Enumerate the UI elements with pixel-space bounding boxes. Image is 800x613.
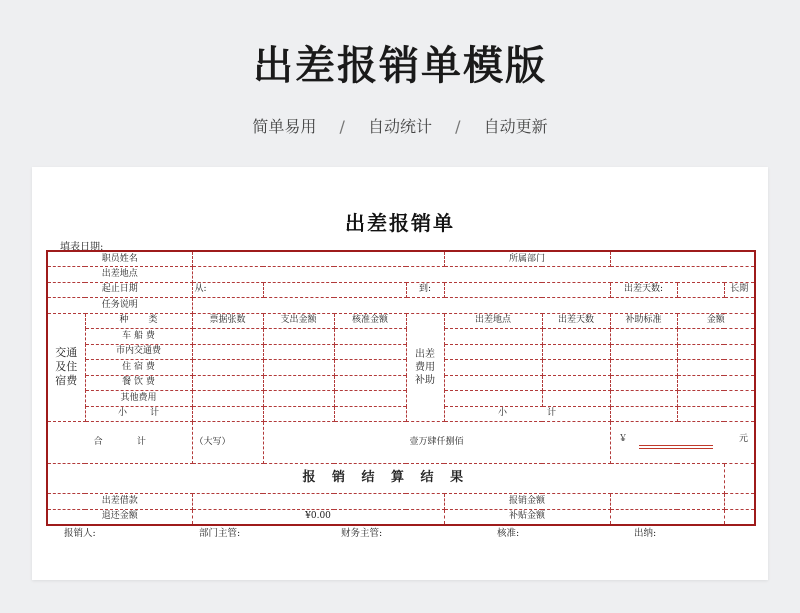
reimburser-label: 报销人: xyxy=(64,528,96,539)
loan-label: 出差借款 xyxy=(47,494,192,510)
employee-name-label: 职员姓名 xyxy=(47,251,192,267)
page-title: 出差报销单模版 xyxy=(253,43,547,89)
from-field[interactable] xyxy=(263,282,406,298)
tag-separator: / xyxy=(455,117,461,136)
form-title: 出差报销单 xyxy=(345,211,455,235)
allowance-subtotal-label: 小 计 xyxy=(444,406,610,422)
allowance-standard-header: 补助标准 xyxy=(610,313,677,329)
row-item xyxy=(47,329,755,345)
dept-manager-label: 部门主管: xyxy=(199,528,241,539)
item-label: 市内交通费 xyxy=(85,344,192,360)
row-item xyxy=(47,360,755,376)
allowance-days-header: 出差天数 xyxy=(542,313,610,329)
row-dates xyxy=(47,282,755,298)
upper-case-value: 壹万肆仟捌佰 xyxy=(263,422,610,464)
row-location xyxy=(47,267,755,283)
tag-auto-stat: 自动统计 xyxy=(367,117,432,136)
refund-label: 退还金额 xyxy=(47,509,192,525)
category-header: 种 类 xyxy=(85,313,192,329)
tag-auto-update: 自动更新 xyxy=(483,117,548,136)
approved-header: 核准金额 xyxy=(334,313,406,329)
total-amount-cell[interactable] xyxy=(610,422,755,464)
row-employee xyxy=(47,251,755,267)
to-field[interactable] xyxy=(444,282,610,298)
signature-row xyxy=(64,525,744,539)
refund-value[interactable]: ¥0.00 xyxy=(192,509,444,525)
task-field[interactable] xyxy=(192,298,755,314)
transport-group-label: 交通及住宿费 xyxy=(47,313,85,422)
currency-unit: 元 xyxy=(739,434,749,444)
item-label: 住 宿 费 xyxy=(85,360,192,376)
task-label: 任务说明 xyxy=(47,298,192,314)
row-subtotal xyxy=(47,406,755,422)
subsidy-amount-field[interactable] xyxy=(610,509,724,525)
allowance-location-header: 出差地点 xyxy=(444,313,542,329)
result-title: 报 销 结 算 结 果 xyxy=(47,464,724,494)
long-term-label: 长期 xyxy=(724,282,755,298)
days-field[interactable] xyxy=(677,282,724,298)
receipts-header: 票据张数 xyxy=(192,313,263,329)
row-item xyxy=(47,344,755,360)
row-refund xyxy=(47,509,755,525)
allowance-amount-header: 金额 xyxy=(677,313,755,329)
item-label: 其他费用 xyxy=(85,391,192,407)
location-field[interactable] xyxy=(192,267,755,283)
total-label: 合 计 xyxy=(47,422,192,464)
approver-label: 核准: xyxy=(497,528,520,539)
spent-header: 支出金额 xyxy=(263,313,334,329)
transport-subtotal-label: 小 计 xyxy=(85,406,192,422)
finance-manager-label: 财务主管: xyxy=(341,528,383,539)
to-label: 到: xyxy=(406,282,444,298)
tag-easy: 简单易用 xyxy=(252,117,317,136)
cashier-label: 出纳: xyxy=(634,528,657,539)
currency-symbol: ￥ xyxy=(618,434,628,444)
department-label: 所属部门 xyxy=(444,251,610,267)
employee-name-field[interactable] xyxy=(192,251,444,267)
days-label: 出差天数: xyxy=(610,282,677,298)
row-transport-header xyxy=(47,313,755,329)
row-item xyxy=(47,375,755,391)
reimburse-amount-field[interactable] xyxy=(610,494,724,510)
subsidy-amount-label: 补贴金额 xyxy=(444,509,610,525)
row-total xyxy=(47,422,755,464)
row-result xyxy=(47,464,755,494)
tag-separator: / xyxy=(339,117,345,136)
amount-underline xyxy=(639,445,713,449)
loan-field[interactable] xyxy=(192,494,444,510)
reimburse-amount-label: 报销金额 xyxy=(444,494,610,510)
form-sheet xyxy=(32,167,768,580)
department-field[interactable] xyxy=(610,251,755,267)
location-label: 出差地点 xyxy=(47,267,192,283)
fill-date-label: 填表日期: xyxy=(60,242,104,253)
from-label: 从: xyxy=(192,282,263,298)
allowance-group-label: 出差费用补助 xyxy=(406,313,444,422)
row-loan xyxy=(47,494,755,510)
upper-case-label: （大写） xyxy=(192,422,263,464)
row-item xyxy=(47,391,755,407)
feature-tags xyxy=(0,114,800,137)
expense-table xyxy=(46,250,756,526)
dates-label: 起止日期 xyxy=(47,282,192,298)
row-task xyxy=(47,298,755,314)
item-label: 车 船 费 xyxy=(85,329,192,345)
item-label: 餐 饮 费 xyxy=(85,375,192,391)
